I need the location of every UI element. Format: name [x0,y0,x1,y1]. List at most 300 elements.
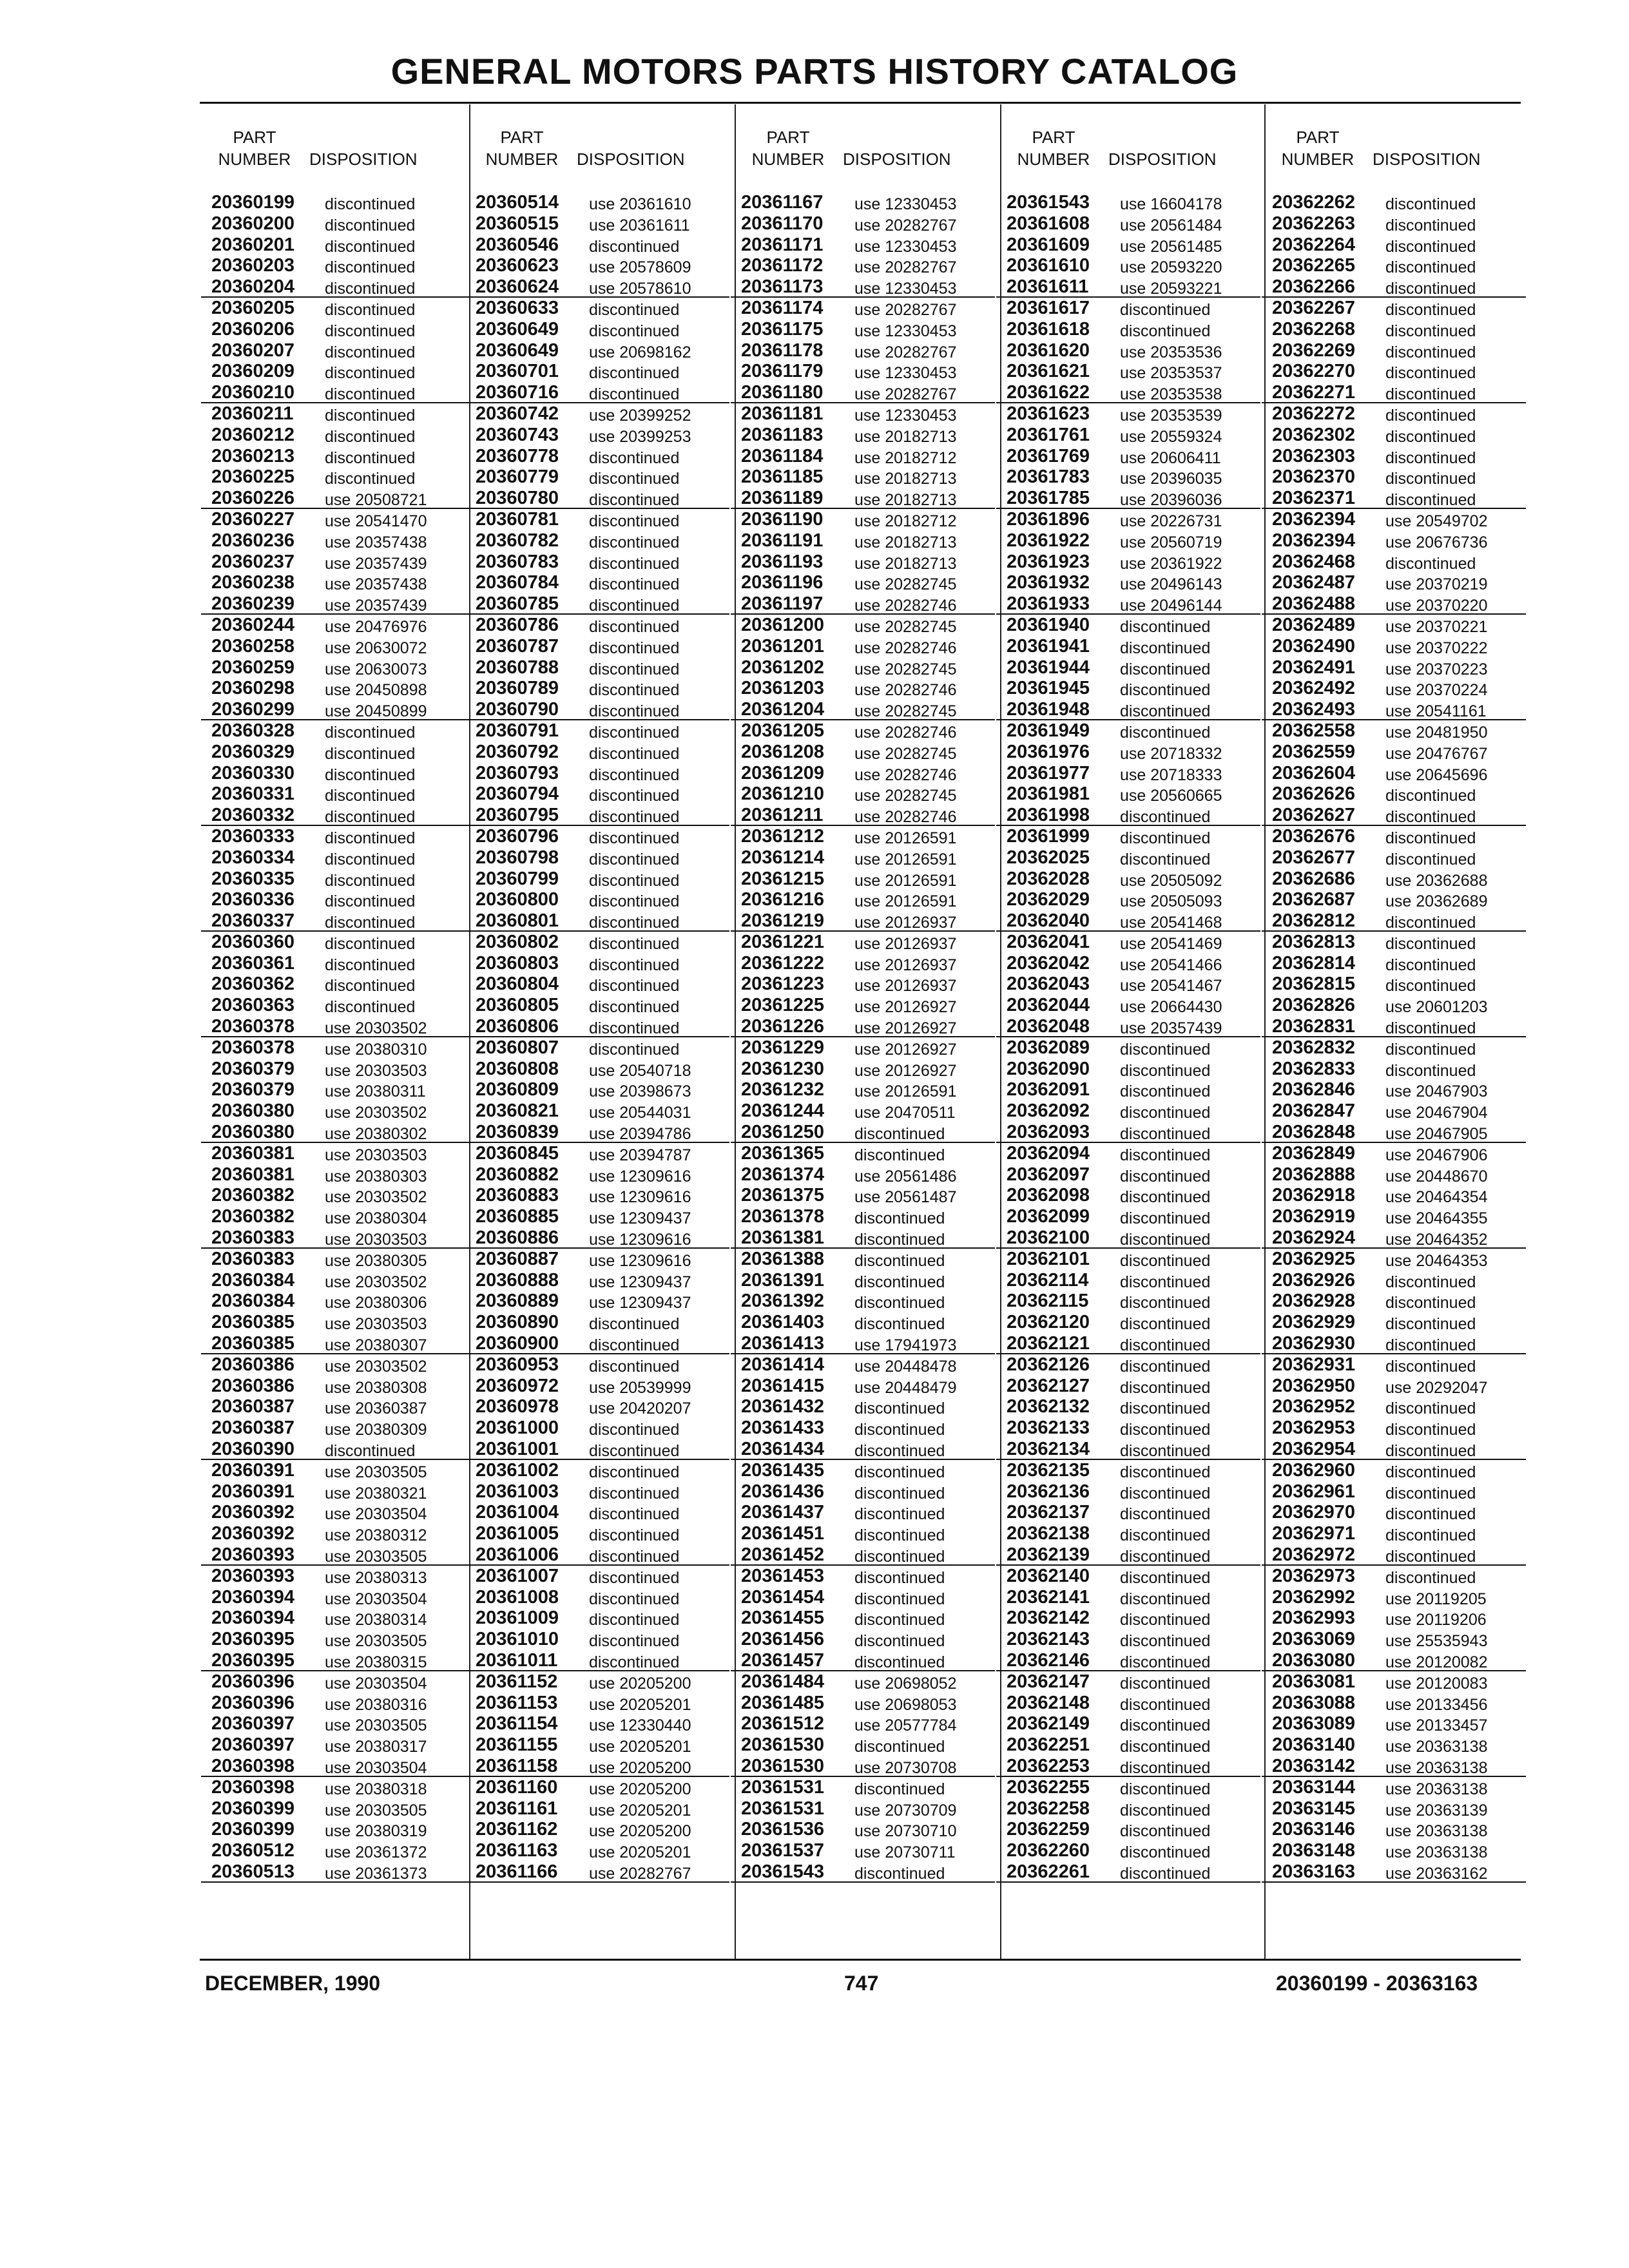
part-number: 20360514 [476,192,559,213]
disposition: use 20205201 [589,1801,691,1820]
part-number: 20360395 [211,1629,295,1650]
disposition: use 20303505 [325,1463,427,1481]
disposition: discontinued [1120,1716,1211,1735]
disposition: use 20630072 [325,639,427,657]
part-number: 20360378 [211,1037,295,1058]
disposition: use 20282767 [854,216,957,235]
disposition: discontinued [589,977,680,995]
disposition: discontinued [1120,300,1211,319]
part-number: 20361004 [476,1502,559,1523]
part-number: 20361949 [1007,720,1090,741]
part-number: 20361197 [741,593,824,615]
disposition: use 20126927 [854,998,957,1017]
part-number: 20361783 [1007,466,1090,488]
disposition: use 20126937 [854,977,957,995]
part-number: 20362089 [1007,1037,1090,1058]
disposition: discontinued [1385,554,1476,573]
disposition: discontinued [1385,343,1476,361]
part-number: 20360384 [211,1269,295,1291]
disposition: use 20282746 [854,723,957,742]
disposition: use 20361372 [325,1843,427,1862]
part-number: 20361166 [476,1861,558,1882]
part-number: 20360335 [211,868,295,889]
part-number: 20361163 [476,1840,558,1861]
disposition: use 20496144 [1120,597,1222,615]
part-number: 20360801 [476,910,559,932]
disposition: discontinued [1120,1188,1211,1207]
disposition: discontinued [854,1611,945,1629]
disposition: use 20303502 [325,1019,427,1038]
disposition: use 20448478 [854,1357,957,1376]
part-number: 20360399 [211,1798,295,1819]
part-number: 20360390 [211,1439,295,1460]
disposition: discontinued [1385,1463,1476,1481]
disposition: discontinued [1120,1104,1211,1122]
disposition: discontinued [854,1231,945,1249]
header-number: NUMBER [1017,149,1090,169]
part-number: 20361211 [741,805,824,826]
part-number: 20361203 [741,678,825,699]
disposition: use 20380307 [325,1336,427,1355]
disposition: use 20126937 [854,956,957,974]
disposition: discontinued [1120,1590,1211,1608]
disposition: discontinued [854,1548,945,1566]
disposition: discontinued [589,639,680,657]
part-number: 20360392 [211,1502,295,1523]
part-number: 20360800 [476,889,559,910]
part-number: 20362993 [1272,1608,1356,1629]
part-number: 20361167 [741,192,824,213]
disposition: use 20303504 [325,1674,427,1693]
disposition: discontinued [589,1548,680,1566]
part-number: 20362263 [1272,213,1356,234]
part-number: 20362149 [1007,1713,1090,1735]
disposition: use 20362689 [1385,892,1488,911]
part-number: 20362930 [1272,1333,1356,1354]
part-number: 20360845 [476,1142,559,1164]
disposition: discontinued [589,681,680,700]
disposition: discontinued [589,1484,680,1503]
part-number: 20360378 [211,1016,295,1037]
part-number: 20362251 [1007,1735,1090,1756]
disposition: discontinued [1385,300,1476,319]
disposition: discontinued [1385,1040,1476,1059]
part-number: 20362120 [1007,1312,1090,1333]
part-number: 20361184 [741,445,824,466]
part-number: 20360392 [211,1523,295,1544]
part-number: 20362100 [1007,1227,1090,1249]
part-number: 20360391 [211,1459,295,1481]
disposition: use 20126927 [854,1061,957,1080]
part-number: 20361455 [741,1608,825,1629]
disposition: discontinued [854,1146,945,1164]
part-number: 20360886 [476,1227,559,1249]
part-number: 20362558 [1272,720,1356,741]
part-number: 20361485 [741,1692,825,1713]
part-number: 20361896 [1007,508,1090,530]
part-number: 20362992 [1272,1586,1356,1608]
header-disposition: DISPOSITION [1373,149,1481,169]
disposition: discontinued [589,385,680,404]
part-number: 20360226 [211,488,295,509]
disposition: discontinued [589,765,680,784]
disposition: discontinued [589,998,680,1017]
part-number: 20360213 [211,445,295,466]
part-number: 20362040 [1007,910,1090,932]
disposition: discontinued [589,491,680,510]
disposition: discontinued [325,216,416,235]
part-number: 20360624 [476,276,559,298]
part-number: 20361173 [741,276,824,298]
disposition: discontinued [854,1505,945,1524]
part-number: 20360387 [211,1418,295,1439]
part-number: 20362267 [1272,297,1356,318]
part-number: 20361457 [741,1649,825,1671]
part-number: 20360795 [476,805,559,826]
part-number: 20362127 [1007,1375,1090,1396]
part-number: 20360839 [476,1122,559,1143]
disposition: use 20606411 [1120,448,1221,467]
part-number: 20361413 [741,1333,825,1354]
part-number: 20361008 [476,1586,559,1608]
part-number: 20360793 [476,762,559,783]
disposition: use 20698053 [854,1695,957,1714]
footer-page-number: 747 [844,1972,879,1995]
part-number: 20360791 [476,720,559,741]
part-number: 20360399 [211,1819,295,1840]
part-number: 20362489 [1272,614,1356,635]
part-number: 20362098 [1007,1185,1090,1206]
disposition: use 20353536 [1120,343,1222,361]
disposition: discontinued [325,956,416,974]
part-number: 20362815 [1272,974,1356,995]
disposition: discontinued [325,322,416,340]
part-number: 20361621 [1007,361,1090,382]
disposition: use 20303503 [325,1231,427,1249]
part-number: 20360379 [211,1079,295,1100]
disposition: use 20126927 [854,1040,957,1059]
part-number: 20362813 [1272,931,1356,952]
disposition: use 20541466 [1120,956,1222,974]
part-number: 20363146 [1272,1819,1356,1840]
part-number: 20362846 [1272,1079,1356,1100]
disposition: use 20363138 [1385,1843,1488,1862]
part-number: 20362264 [1272,234,1356,255]
part-number: 20360787 [476,635,559,657]
part-number: 20360972 [476,1375,559,1396]
part-number: 20360382 [211,1206,295,1227]
disposition: discontinued [325,765,416,784]
part-number: 20361530 [741,1735,825,1756]
disposition: use 20593220 [1120,258,1222,277]
disposition: use 20578610 [589,280,691,298]
disposition: use 20282767 [854,300,957,319]
part-number: 20360207 [211,340,295,361]
part-number: 20360887 [476,1248,559,1269]
disposition: use 20450898 [325,681,427,700]
part-number: 20360383 [211,1248,295,1269]
part-number: 20360742 [476,403,559,424]
part-number: 20360386 [211,1375,295,1396]
disposition: use 20380305 [325,1251,427,1270]
disposition: use 20303502 [325,1188,427,1207]
disposition: discontinued [1120,1167,1211,1186]
part-number: 20362121 [1007,1333,1090,1354]
disposition: use 20577784 [854,1716,957,1735]
disposition: use 20133456 [1385,1695,1488,1714]
part-number: 20361435 [741,1459,825,1481]
part-number: 20360799 [476,868,559,889]
disposition: use 20361373 [325,1864,427,1883]
disposition: discontinued [589,723,680,742]
disposition: use 20645696 [1385,765,1488,784]
part-number: 20362394 [1272,530,1356,551]
part-number: 20362099 [1007,1206,1090,1227]
part-number: 20362302 [1272,424,1356,445]
disposition: discontinued [1385,1357,1476,1376]
part-number: 20361392 [741,1291,825,1312]
disposition: discontinued [1385,491,1476,510]
part-number: 20361537 [741,1840,825,1861]
part-number: 20360802 [476,931,559,952]
top-rule [200,102,1521,104]
disposition: discontinued [589,554,680,573]
disposition: use 20282745 [854,702,957,721]
part-number: 20361536 [741,1819,825,1840]
part-number: 20361180 [741,382,824,403]
part-number: 20360782 [476,530,559,551]
disposition: use 12309616 [589,1188,691,1207]
part-number: 20361456 [741,1629,825,1650]
disposition: use 20370222 [1385,639,1488,657]
disposition: use 20539999 [589,1378,691,1397]
disposition: use 20282746 [854,681,957,700]
part-number: 20360199 [211,192,295,213]
disposition: use 20380303 [325,1167,427,1186]
disposition: discontinued [589,1463,680,1481]
part-number: 20362929 [1272,1312,1356,1333]
part-number: 20360790 [476,699,559,720]
disposition: discontinued [854,1738,945,1756]
part-number: 20360200 [211,213,295,234]
part-number: 20362028 [1007,868,1090,889]
disposition: use 20303505 [325,1801,427,1820]
part-number: 20362848 [1272,1122,1356,1143]
disposition: use 20396036 [1120,491,1222,510]
part-number: 20362924 [1272,1227,1356,1249]
disposition: use 12330453 [854,195,957,213]
part-number: 20362814 [1272,952,1356,974]
disposition: discontinued [1120,1082,1211,1101]
disposition: use 20133457 [1385,1716,1488,1735]
part-number: 20361226 [741,1016,825,1037]
disposition: use 20380312 [325,1526,427,1545]
disposition: use 20303503 [325,1061,427,1080]
part-number: 20362394 [1272,508,1356,530]
disposition: use 20420207 [589,1399,691,1418]
part-number: 20360397 [211,1713,295,1735]
disposition: use 20601203 [1385,998,1488,1017]
part-number: 20362928 [1272,1291,1356,1312]
disposition: discontinued [589,1019,680,1038]
part-number: 20362042 [1007,952,1090,974]
part-number: 20361433 [741,1418,825,1439]
part-number: 20361191 [741,530,824,551]
disposition: discontinued [854,1653,945,1671]
disposition: use 20380315 [325,1653,427,1671]
part-number: 20361003 [476,1481,559,1502]
part-number: 20360396 [211,1671,295,1692]
part-number: 20361172 [741,255,824,276]
part-number: 20361923 [1007,551,1090,572]
disposition: use 20363138 [1385,1780,1488,1798]
disposition: use 20380316 [325,1695,427,1714]
part-number: 20361161 [476,1798,558,1819]
part-number: 20361940 [1007,614,1090,635]
disposition: discontinued [325,280,416,298]
part-number: 20360237 [211,551,295,572]
disposition: discontinued [589,934,680,953]
disposition: discontinued [1120,1653,1211,1671]
part-number: 20360206 [211,318,295,340]
disposition: discontinued [1120,850,1211,869]
part-number: 20361001 [476,1439,559,1460]
column-divider [735,104,736,1959]
part-number: 20361976 [1007,741,1090,762]
disposition: discontinued [589,1442,680,1461]
disposition: discontinued [1385,934,1476,953]
header-part: PART [233,128,276,147]
part-number: 20362269 [1272,340,1356,361]
disposition: discontinued [589,1568,680,1587]
part-number: 20361769 [1007,445,1090,466]
part-number: 20361944 [1007,657,1090,678]
bottom-rule [200,1959,1521,1961]
disposition: discontinued [1385,385,1476,404]
part-number: 20361437 [741,1502,825,1523]
disposition: use 20541468 [1120,914,1222,932]
disposition: use 20282745 [854,660,957,678]
disposition: discontinued [589,702,680,721]
part-number: 20362271 [1272,382,1356,403]
part-number: 20361178 [741,340,824,361]
part-number: 20360716 [476,382,559,403]
disposition: use 20226731 [1120,512,1222,530]
disposition: use 20282746 [854,597,957,615]
disposition: discontinued [589,1357,680,1376]
disposition: use 20120082 [1385,1653,1488,1671]
disposition: discontinued [589,533,680,552]
disposition: discontinued [1120,322,1211,340]
disposition: use 12330453 [854,280,957,298]
disposition: discontinued [1120,1780,1211,1798]
part-number: 20362626 [1272,783,1356,805]
disposition: discontinued [854,1209,945,1228]
disposition: discontinued [589,1315,680,1334]
disposition: use 20380308 [325,1378,427,1397]
part-number: 20361761 [1007,424,1090,445]
disposition: use 20593221 [1120,280,1222,298]
disposition: discontinued [1120,723,1211,742]
part-number: 20361414 [741,1354,825,1375]
disposition: use 20303504 [325,1590,427,1608]
disposition: use 20698052 [854,1674,957,1693]
disposition: use 20182713 [854,491,957,510]
disposition: use 20676736 [1385,533,1488,552]
part-number: 20361181 [741,403,824,424]
disposition: use 17941973 [854,1336,957,1355]
part-number: 20361484 [741,1671,825,1692]
part-number: 20360227 [211,508,295,530]
disposition: use 20282767 [854,385,957,404]
part-number: 20360784 [476,572,559,593]
part-number: 20360203 [211,255,295,276]
part-number: 20360299 [211,699,295,720]
part-number: 20360332 [211,805,295,826]
part-number: 20360883 [476,1185,559,1206]
disposition: use 20380319 [325,1822,427,1841]
part-number: 20362973 [1272,1565,1356,1586]
part-number: 20360821 [476,1100,559,1122]
part-number: 20362261 [1007,1861,1090,1882]
part-number: 20361000 [476,1418,559,1439]
disposition: discontinued [1120,1146,1211,1164]
part-number: 20360328 [211,720,295,741]
disposition: use 20126927 [854,1019,957,1038]
part-number: 20362265 [1272,255,1356,276]
part-number: 20361200 [741,614,825,635]
disposition: discontinued [1385,237,1476,256]
part-number: 20360889 [476,1291,559,1312]
part-number: 20360794 [476,783,559,805]
part-number: 20360792 [476,741,559,762]
disposition: use 20549702 [1385,512,1488,530]
part-number: 20361932 [1007,572,1090,593]
part-number: 20361250 [741,1122,825,1143]
part-number: 20360205 [211,297,295,318]
disposition: use 20380313 [325,1568,427,1587]
disposition: discontinued [1385,1568,1476,1587]
disposition: discontinued [589,470,680,488]
part-number: 20361453 [741,1565,825,1586]
header-disposition: DISPOSITION [1108,149,1217,169]
part-number: 20361162 [476,1819,558,1840]
disposition: discontinued [589,575,680,594]
disposition: discontinued [1120,702,1211,721]
disposition: discontinued [1120,1378,1211,1397]
disposition: discontinued [589,914,680,932]
part-number: 20360780 [476,488,559,509]
disposition: use 20120083 [1385,1674,1488,1693]
disposition: discontinued [1120,1864,1211,1883]
part-number: 20360789 [476,678,559,699]
disposition: use 20394786 [589,1125,691,1144]
part-number: 20360385 [211,1312,295,1333]
disposition: discontinued [1120,1294,1211,1312]
part-number: 20362490 [1272,635,1356,657]
disposition: use 20357439 [325,597,427,615]
disposition: use 20578609 [589,258,691,277]
part-number: 20361977 [1007,762,1090,783]
part-number: 20362253 [1007,1755,1090,1776]
part-number: 20360393 [211,1565,295,1586]
part-number: 20360336 [211,889,295,910]
header-part: PART [1032,128,1075,147]
part-number: 20361154 [476,1713,558,1735]
part-number: 20360380 [211,1100,295,1122]
part-number: 20361170 [741,213,824,234]
disposition: use 20730709 [854,1801,957,1820]
